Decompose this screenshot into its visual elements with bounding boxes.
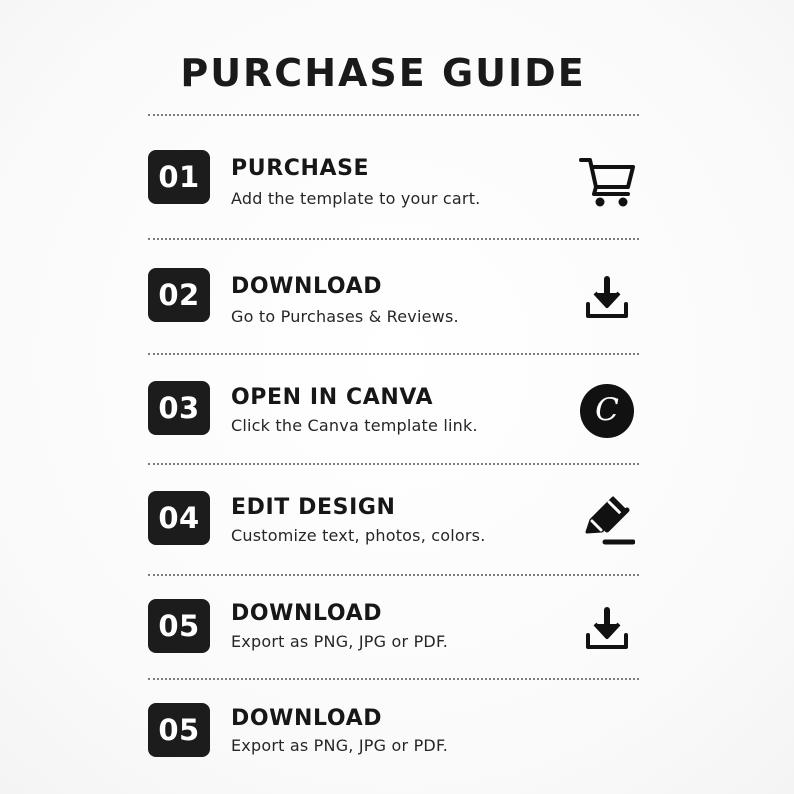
step-01 bbox=[0, 148, 794, 228]
section-divider bbox=[148, 238, 639, 240]
download-icon bbox=[576, 268, 638, 330]
step-title: DOWNLOAD bbox=[231, 601, 383, 626]
title-area bbox=[0, 0, 766, 120]
step-05 bbox=[0, 599, 794, 679]
step-number-badge: 03 bbox=[148, 381, 210, 435]
section-divider bbox=[148, 574, 639, 576]
section-divider bbox=[148, 463, 639, 465]
step-title: EDIT DESIGN bbox=[231, 495, 396, 520]
step-number-badge: 05 bbox=[148, 599, 210, 653]
step-number-badge: 05 bbox=[148, 703, 210, 757]
step-number-badge: 01 bbox=[148, 150, 210, 204]
step-description: Customize text, photos, colors. bbox=[231, 526, 486, 545]
step-description: Go to Purchases & Reviews. bbox=[231, 307, 459, 326]
top-divider bbox=[148, 114, 639, 116]
step-title: PURCHASE bbox=[231, 156, 370, 181]
canva-logo-icon bbox=[576, 380, 638, 442]
step-description: Add the template to your cart. bbox=[231, 189, 481, 208]
step-title: DOWNLOAD bbox=[231, 706, 383, 731]
step-02 bbox=[0, 266, 794, 346]
step-03 bbox=[0, 379, 794, 459]
step-04 bbox=[0, 489, 794, 569]
page-title: PURCHASE GUIDE bbox=[180, 51, 586, 95]
step-description: Export as PNG, JPG or PDF. bbox=[231, 736, 449, 755]
edit-pencil-icon bbox=[576, 490, 638, 552]
step-description: Click the Canva template link. bbox=[231, 416, 478, 435]
section-divider bbox=[148, 353, 639, 355]
download-icon bbox=[576, 599, 638, 661]
section-divider bbox=[148, 678, 639, 680]
step-05-duplicate bbox=[0, 703, 794, 783]
canva-logo-letter: C bbox=[595, 391, 619, 428]
step-number-badge: 04 bbox=[148, 491, 210, 545]
shopping-cart-icon bbox=[576, 150, 638, 212]
step-title: OPEN IN CANVA bbox=[231, 385, 434, 410]
step-description: Export as PNG, JPG or PDF. bbox=[231, 632, 449, 651]
step-title: DOWNLOAD bbox=[231, 274, 383, 299]
step-number-badge: 02 bbox=[148, 268, 210, 322]
